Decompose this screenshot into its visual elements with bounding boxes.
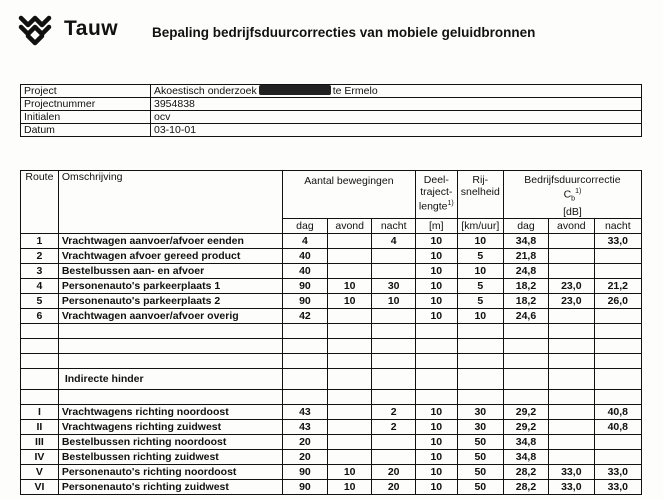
- empty-cell: [503, 353, 548, 368]
- empty-row: [21, 323, 642, 338]
- cell-c-dag: 28,2: [503, 464, 548, 479]
- empty-row: [21, 353, 642, 368]
- table-row: [21, 263, 642, 278]
- cell-snelheid: 10: [457, 233, 503, 248]
- cell-dag: 90: [282, 278, 327, 293]
- cell-route: 6: [21, 308, 59, 323]
- cell-c-nacht: 33,0: [594, 464, 641, 479]
- cell-avond: 10: [327, 464, 372, 479]
- cell-avond: 10: [327, 278, 372, 293]
- cell-c-dag: 21,8: [503, 248, 548, 263]
- table-row: [21, 434, 642, 449]
- cell-snelheid: 50: [457, 464, 503, 479]
- empty-cell: [282, 389, 327, 404]
- cell-lengte: 10: [415, 449, 457, 464]
- cell-c-dag: 29,2: [503, 419, 548, 434]
- cell-omschrijving: Personenauto's parkeerplaats 1: [58, 278, 282, 293]
- cell-c-nacht: 33,0: [594, 233, 641, 248]
- empty-cell: [594, 389, 641, 404]
- empty-cell: [503, 368, 548, 389]
- cell-snelheid: 50: [457, 449, 503, 464]
- cell-c-dag: 34,8: [503, 434, 548, 449]
- cell-lengte: 10: [415, 434, 457, 449]
- subheader-c-avond: avond: [549, 218, 595, 233]
- cell-c-dag: 34,8: [503, 449, 548, 464]
- section-label: Indirecte hinder: [58, 368, 282, 389]
- cell-dag: 90: [282, 293, 327, 308]
- section-row: [21, 368, 642, 389]
- header-route: Route: [21, 171, 59, 234]
- cell-avond: [327, 308, 372, 323]
- cell-omschrijving: Personenauto's richting zuidwest: [58, 479, 282, 494]
- cell-route: 2: [21, 248, 59, 263]
- cell-omschrijving: Bestelbussen richting zuidwest: [58, 449, 282, 464]
- empty-cell: [21, 368, 59, 389]
- cell-c-dag: 29,2: [503, 404, 548, 419]
- empty-row: [21, 338, 642, 353]
- cell-c-avond: [549, 263, 595, 278]
- table-row: [21, 449, 642, 464]
- cell-snelheid: 10: [457, 263, 503, 278]
- cell-avond: [327, 233, 372, 248]
- empty-cell: [549, 368, 595, 389]
- empty-cell: [594, 353, 641, 368]
- subheader-dag: dag: [282, 218, 327, 233]
- cell-c-avond: 23,0: [549, 293, 595, 308]
- info-key: Projectnummer: [21, 98, 151, 111]
- cell-route: 5: [21, 293, 59, 308]
- empty-cell: [372, 353, 415, 368]
- info-row: [21, 124, 642, 137]
- cell-nacht: [372, 248, 415, 263]
- cell-c-avond: [549, 233, 595, 248]
- cell-avond: [327, 263, 372, 278]
- table-row: [21, 419, 642, 434]
- cell-avond: [327, 248, 372, 263]
- info-value: 03-10-01: [151, 124, 642, 137]
- info-key: Project: [21, 85, 151, 98]
- empty-cell: [415, 389, 457, 404]
- empty-cell: [282, 323, 327, 338]
- cell-route: 1: [21, 233, 59, 248]
- cell-c-nacht: 21,2: [594, 278, 641, 293]
- cell-c-dag: 18,2: [503, 278, 548, 293]
- subheader-unit-m: [m]: [415, 218, 457, 233]
- cell-dag: 43: [282, 419, 327, 434]
- cell-nacht: 10: [372, 293, 415, 308]
- document-title: Bepaling bedrijfsduurcorrecties van mobiele geluidbronnen: [152, 25, 536, 40]
- subheader-avond: avond: [327, 218, 372, 233]
- cell-omschrijving: Bestelbussen aan- en afvoer: [58, 263, 282, 278]
- table-row: [21, 404, 642, 419]
- cell-route: 4: [21, 278, 59, 293]
- header-aantal: Aantal bewegingen: [282, 171, 415, 219]
- cell-dag: 20: [282, 434, 327, 449]
- cell-omschrijving: Vrachtwagen aanvoer/afvoer overig: [58, 308, 282, 323]
- cell-omschrijving: Vrachtwagen aanvoer/afvoer eenden: [58, 233, 282, 248]
- empty-cell: [457, 389, 503, 404]
- cell-snelheid: 5: [457, 293, 503, 308]
- cell-route: I: [21, 404, 59, 419]
- cell-c-dag: 34,8: [503, 233, 548, 248]
- cell-avond: 10: [327, 293, 372, 308]
- cell-snelheid: 5: [457, 278, 503, 293]
- cell-dag: 4: [282, 233, 327, 248]
- cell-c-avond: [549, 404, 595, 419]
- table-row: [21, 479, 642, 494]
- empty-cell: [327, 389, 372, 404]
- cell-c-nacht: 33,0: [594, 479, 641, 494]
- table-row: [21, 248, 642, 263]
- empty-cell: [549, 353, 595, 368]
- cell-c-nacht: [594, 263, 641, 278]
- cell-lengte: 10: [415, 419, 457, 434]
- empty-cell: [372, 368, 415, 389]
- cell-nacht: 20: [372, 464, 415, 479]
- table-row: [21, 233, 642, 248]
- cell-lengte: 10: [415, 233, 457, 248]
- cell-route: II: [21, 419, 59, 434]
- cell-avond: [327, 434, 372, 449]
- empty-cell: [372, 389, 415, 404]
- cell-omschrijving: Personenauto's richting noordoost: [58, 464, 282, 479]
- cell-nacht: 20: [372, 479, 415, 494]
- empty-cell: [21, 389, 59, 404]
- cell-omschrijving: Personenauto's parkeerplaats 2: [58, 293, 282, 308]
- empty-cell: [594, 338, 641, 353]
- empty-cell: [457, 368, 503, 389]
- cell-nacht: [372, 263, 415, 278]
- empty-cell: [58, 353, 282, 368]
- empty-cell: [594, 368, 641, 389]
- cell-nacht: 4: [372, 233, 415, 248]
- empty-cell: [549, 323, 595, 338]
- tauw-logo-icon: [18, 12, 58, 46]
- header-rijsnelheid: Rij- snelheid: [457, 171, 503, 219]
- empty-cell: [503, 323, 548, 338]
- table-row: [21, 308, 642, 323]
- cell-c-dag: 24,8: [503, 263, 548, 278]
- cell-c-nacht: [594, 248, 641, 263]
- cell-nacht: 2: [372, 419, 415, 434]
- header-row: [21, 171, 642, 219]
- info-value: Akoestisch onderzoek te Ermelo: [151, 85, 642, 98]
- cell-c-nacht: 26,0: [594, 293, 641, 308]
- cell-omschrijving: Vrachtwagen afvoer gereed product: [58, 248, 282, 263]
- cell-dag: 42: [282, 308, 327, 323]
- cell-lengte: 10: [415, 308, 457, 323]
- empty-cell: [327, 323, 372, 338]
- cell-snelheid: 30: [457, 404, 503, 419]
- empty-cell: [415, 368, 457, 389]
- cell-dag: 90: [282, 479, 327, 494]
- empty-cell: [594, 323, 641, 338]
- empty-cell: [327, 368, 372, 389]
- company-logo: [18, 12, 148, 48]
- cell-snelheid: 50: [457, 479, 503, 494]
- cell-omschrijving: Bestelbussen richting noordoost: [58, 434, 282, 449]
- empty-cell: [58, 338, 282, 353]
- empty-row: [21, 389, 642, 404]
- empty-cell: [372, 323, 415, 338]
- cell-avond: [327, 419, 372, 434]
- cell-c-avond: [549, 248, 595, 263]
- cell-nacht: 2: [372, 404, 415, 419]
- empty-cell: [372, 338, 415, 353]
- cell-route: III: [21, 434, 59, 449]
- cell-snelheid: 30: [457, 419, 503, 434]
- header-omschrijving: Omschrijving: [58, 171, 282, 234]
- cell-lengte: 10: [415, 248, 457, 263]
- cell-nacht: [372, 449, 415, 464]
- cell-c-nacht: [594, 308, 641, 323]
- info-key: Datum: [21, 124, 151, 137]
- cell-nacht: 30: [372, 278, 415, 293]
- cell-avond: 10: [327, 479, 372, 494]
- redaction-mark: [259, 85, 331, 95]
- empty-cell: [21, 338, 59, 353]
- cell-avond: [327, 404, 372, 419]
- empty-cell: [415, 338, 457, 353]
- empty-cell: [457, 323, 503, 338]
- cell-omschrijving: Vrachtwagens richting zuidwest: [58, 419, 282, 434]
- empty-cell: [58, 323, 282, 338]
- cell-omschrijving: Vrachtwagens richting noordoost: [58, 404, 282, 419]
- empty-cell: [457, 353, 503, 368]
- empty-cell: [457, 338, 503, 353]
- cell-dag: 43: [282, 404, 327, 419]
- correction-table: [20, 170, 642, 495]
- subheader-c-dag: dag: [503, 218, 548, 233]
- cell-c-avond: 33,0: [549, 464, 595, 479]
- cell-nacht: [372, 308, 415, 323]
- empty-cell: [282, 368, 327, 389]
- cell-route: 3: [21, 263, 59, 278]
- subheader-unit-kmh: [km/uur]: [457, 218, 503, 233]
- info-key: Initialen: [21, 111, 151, 124]
- table-row: [21, 464, 642, 479]
- cell-snelheid: 5: [457, 248, 503, 263]
- cell-dag: 40: [282, 263, 327, 278]
- table-row: [21, 293, 642, 308]
- cell-lengte: 10: [415, 479, 457, 494]
- logo-text: Tauw: [64, 17, 119, 40]
- project-info-table: [20, 84, 642, 137]
- cell-c-dag: 18,2: [503, 293, 548, 308]
- empty-cell: [282, 338, 327, 353]
- cell-c-avond: [549, 449, 595, 464]
- cell-lengte: 10: [415, 464, 457, 479]
- cell-nacht: [372, 434, 415, 449]
- cell-route: VI: [21, 479, 59, 494]
- table-row: [21, 278, 642, 293]
- info-row: [21, 98, 642, 111]
- empty-cell: [21, 323, 59, 338]
- cell-c-nacht: 40,8: [594, 404, 641, 419]
- cell-lengte: 10: [415, 263, 457, 278]
- empty-cell: [549, 338, 595, 353]
- empty-cell: [503, 389, 548, 404]
- empty-cell: [415, 353, 457, 368]
- empty-cell: [503, 338, 548, 353]
- cell-dag: 20: [282, 449, 327, 464]
- cell-route: V: [21, 464, 59, 479]
- info-value: 3954838: [151, 98, 642, 111]
- empty-cell: [58, 389, 282, 404]
- cell-dag: 90: [282, 464, 327, 479]
- subheader-c-nacht: nacht: [594, 218, 641, 233]
- cell-lengte: 10: [415, 404, 457, 419]
- header-bedrijfsduurcorrectie: Bedrijfsduurcorrectie $C_b^{1)}$ [dB]: [503, 171, 641, 219]
- info-value: ocv: [151, 111, 642, 124]
- info-row: [21, 111, 642, 124]
- cell-c-nacht: 40,8: [594, 419, 641, 434]
- cell-route: IV: [21, 449, 59, 464]
- cell-c-avond: 23,0: [549, 278, 595, 293]
- empty-cell: [415, 323, 457, 338]
- cell-lengte: 10: [415, 293, 457, 308]
- empty-cell: [327, 353, 372, 368]
- cell-dag: 40: [282, 248, 327, 263]
- empty-cell: [282, 353, 327, 368]
- info-row: [21, 85, 642, 98]
- subheader-nacht: nacht: [372, 218, 415, 233]
- cell-snelheid: 10: [457, 308, 503, 323]
- cell-c-nacht: [594, 434, 641, 449]
- cell-c-avond: [549, 308, 595, 323]
- cell-avond: [327, 449, 372, 464]
- cell-c-avond: [549, 419, 595, 434]
- cell-c-avond: 33,0: [549, 479, 595, 494]
- empty-cell: [21, 353, 59, 368]
- cell-c-dag: 24,6: [503, 308, 548, 323]
- header-deeltraject: Deel- traject- lengte$^{1)}$: [415, 171, 457, 219]
- cell-snelheid: 50: [457, 434, 503, 449]
- cell-lengte: 10: [415, 278, 457, 293]
- empty-cell: [549, 389, 595, 404]
- cell-c-nacht: [594, 449, 641, 464]
- cell-c-avond: [549, 434, 595, 449]
- empty-cell: [327, 338, 372, 353]
- cell-c-dag: 28,2: [503, 479, 548, 494]
